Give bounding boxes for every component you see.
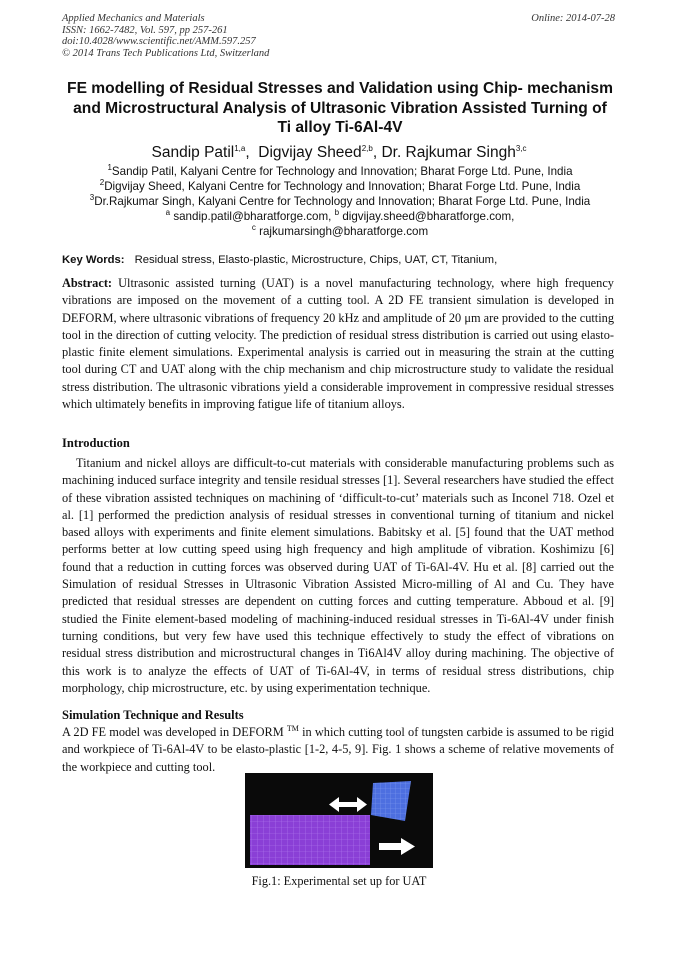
abstract-label: Abstract: [62, 276, 113, 290]
author-name: Digvijay Sheed [258, 144, 362, 161]
keywords [62, 254, 622, 266]
paper-title: FE modelling of Residual Stresses and Validation using Chip- mechanism and Microstructural Analysis of Ultrasonic Vibration Assisted Turning of Ti alloy Ti-6Al-4V [67, 80, 613, 136]
aff-text: Dr.Rajkumar Singh, Kalyani Centre for Technology and Innovation; Bharat Forge Ltd. Pune, India [94, 195, 591, 209]
copyright: © 2014 Trans Tech Publications Ltd, Switzerland [62, 47, 270, 59]
affiliation-2 [40, 179, 640, 194]
email-line-2 [40, 224, 640, 239]
affiliation-1 [40, 164, 640, 179]
doi: doi:10.4028/www.scientific.net/AMM.597.257 [62, 36, 256, 47]
online-date: Online: 2014-07-28 [531, 13, 615, 24]
introduction-text: Titanium and nickel alloys are difficult-to-cut materials with considerable manufacturing problems such as machining induced surface integrity and tensile residual stresses [1]. Several researchers have studied the effect of these vibration assisted techniques on machining of ‘difficult-to-cut’ materials such as Inconel 718. Ozel et al. [1] performed the prediction analysis of residual stresses in conventional turning of titanium and nickel based alloys with experiments and finite element simulations. Babitsky et al. [5] found that the UAT method performs better at low cutting speed using high frequency and high amplitude of vibration. Koshimizu [6] found that a reduction in cutting forces was observed during UAT of Ti-6Al-4V. Hu et al. [8] carried out the Simulation of residual Stresses in Ultrasonic Vibration Assisted Micro-milling of Al and Cu. They have predicted that residual stresses are dependent on cutting forces and cutting temperature. Abboud et al. [9] studied the Finite element-based modeling of machining-induced residual stresses in Ti-6Al-4V under finish turning conditions, but very few have used this technique effectively to study the effect of vibrations on residual stress distribution and microstructural changes in Ti6Al4V alloy during machining. The objective of this work is to analyze the effects of UAT of Ti-6Al-4V, in terms of residual stress distributions, chip morphology, chip microstructure, etc. by using experimentation technique. [62, 456, 614, 695]
email-link[interactable]: sandip.patil@bharatforge.com [173, 210, 329, 224]
author-sup: 3,c [515, 143, 527, 153]
aff-sup: 3 [89, 193, 95, 203]
feed-arrow [379, 838, 415, 855]
keywords-text: Residual stress, Elasto-plastic, Microstructure, Chips, UAT, CT, Titanium, [134, 254, 498, 266]
email-sup: c [251, 223, 256, 233]
journal-header [62, 13, 269, 59]
author-sup: 1,a [234, 143, 246, 153]
issn: ISSN: 1662-7482, Vol. 597, pp 257-261 [62, 24, 228, 36]
introduction-heading: Introduction [62, 436, 130, 450]
abstract [62, 275, 614, 413]
author-name: Sandip Patil [151, 144, 235, 161]
cutting-tool [371, 781, 411, 821]
journal-name: Applied Mechanics and Materials [62, 13, 205, 24]
simulation-text-1: A 2D FE model was developed in DEFORM [62, 725, 284, 739]
aff-sup: 2 [99, 178, 105, 188]
author-name: Dr. Rajkumar Singh [381, 144, 516, 161]
figure-1-image [245, 773, 433, 868]
vibration-arrow [329, 797, 367, 812]
affiliations [40, 164, 640, 239]
email-line-1: $^a$ sandip.patil@bharatforge.com, $^b$ digvijay.sheed@bharatforge.com, [165, 208, 515, 224]
affiliation-3 [40, 194, 640, 209]
figure-1-caption: Fig.1: Experimental set up for UAT [251, 874, 427, 888]
simulation-text [62, 724, 614, 776]
keywords-label: Key Words: [62, 254, 125, 266]
author-sup: 2,b [361, 143, 373, 153]
aff-text: Sandip Patil, Kalyani Centre for Technology and Innovation; Bharat Forge Ltd. Pune, India [111, 165, 573, 178]
workpiece-mesh [250, 815, 370, 865]
aff-sup: 1 [107, 163, 112, 173]
trademark: TM [286, 723, 299, 733]
aff-text: Digvijay Sheed, Kalyani Centre for Technology and Innovation; Bharat Forge Ltd. Pune, India [104, 180, 581, 194]
simulation-text-2: in which cutting tool of tungsten carbide is assumed to be rigid and workpiece of Ti-6Al-4V to be elasto-plastic [1-2, 4-5, 9]. Fig. 1 shows a scheme of relative movements of the workpiece and cutting tool. [62, 725, 614, 774]
fe-mesh-illustration [245, 773, 433, 868]
author-list: Sandip Patil$^{1,a}$, Digvijay Sheed$^{2,b}$, Dr. Rajkumar Singh$^{3,c}$ [151, 143, 527, 161]
email-link[interactable]: rajkumarsingh@bharatforge.com [259, 225, 429, 239]
email-link[interactable]: digvijay.sheed@bharatforge.com [342, 210, 512, 224]
abstract-text: Ultrasonic assisted turning (UAT) is a novel manufacturing technology, where high frequency vibrations are imposed on the movement of a cutting tool. A 2D FE transient simulation is developed in DEFORM, where ultrasonic vibrations of frequency 20 kHz and amplitude of 20 μm are provided to the cutting tool in the direction of cutting velocity. The prediction of residual stress distribution is carried out using elasto-plastic finite element simulations. Experimental analysis is carried out in measuring the strain at the cutting tool during CT and UAT along with the chip mechanism and chip microstructure study to validate the residual stress distribution. The ultrasonic vibrations yield a considerable improvement in compressive residual stresses which ultimately benefits in improving fatigue life of titanium alloys. [62, 276, 614, 412]
email-sup: a [165, 208, 171, 218]
simulation-heading: Simulation Technique and Results [62, 708, 244, 722]
email-sup: b [334, 208, 340, 218]
